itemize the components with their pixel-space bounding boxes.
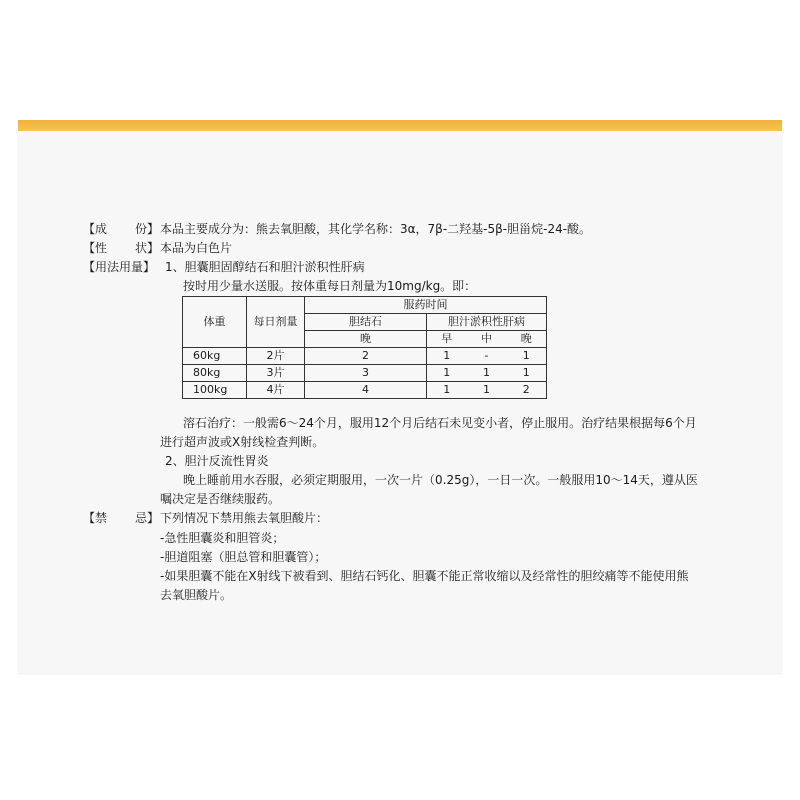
th-night: 晚 [507, 331, 547, 348]
cell-gallstone: 4 [305, 382, 427, 399]
dissolve-text-line2: 进行超声波或X射线检查判断。 [160, 435, 325, 449]
cell-daily: 4片 [247, 382, 305, 399]
th-morning: 早 [427, 331, 467, 348]
cell-morning: 1 [427, 348, 467, 365]
th-noon: 中 [467, 331, 507, 348]
contraindication-item: -胆道阻塞（胆总管和胆囊管）； [160, 550, 327, 564]
cell-noon: - [467, 348, 507, 365]
usage-label: 【用法用量】 [83, 260, 156, 274]
th-dosing-time: 服药时间 [305, 297, 547, 314]
contraindications-intro: 下列情况下禁用熊去氧胆酸片： [160, 511, 329, 525]
contraindication-item: 去氧胆酸片。 [160, 588, 233, 602]
leaflet-panel [18, 130, 782, 673]
th-cholestatic: 胆汁淤积性肝病 [427, 314, 547, 331]
usage-item2-line2: 嘱决定是否继续服药。 [160, 492, 281, 506]
contraindications-label-right: 忌】 [134, 511, 159, 525]
usage-item2-line1: 晚上睡前用水吞服，必须定期服用，一次一片（0.25g），一日一次。一般服用10～14天，遵从医 [183, 473, 698, 487]
contraindications-label-left: 【禁 [83, 511, 108, 525]
contraindication-item: -如果胆囊不能在X射线下被看到、胆结石钙化、胆囊不能正常收缩以及经常性的胆绞痛等不能使用熊 [160, 569, 689, 583]
composition-label-left: 【成 [83, 222, 108, 236]
cell-gallstone: 2 [305, 348, 427, 365]
cell-weight: 100kg [183, 382, 247, 399]
table-row [183, 365, 547, 382]
cell-daily: 2片 [247, 348, 305, 365]
appearance-label-left: 【性 [83, 241, 108, 255]
cell-noon: 1 [467, 365, 507, 382]
table-row [183, 382, 547, 399]
cell-night: 1 [507, 365, 547, 382]
cell-noon: 1 [467, 382, 507, 399]
contraindication-item: -急性胆囊炎和胆管炎； [160, 531, 285, 545]
th-gallstone: 胆结石 [305, 314, 427, 331]
dissolve-text-line1: 溶石治疗：一般需6～24个月，服用12个月后结石未见变小者，停止服用。治疗结果根据每6个月 [183, 416, 697, 430]
cell-weight: 60kg [183, 348, 247, 365]
appearance-text: 本品为白色片 [160, 241, 233, 255]
table-row [183, 348, 547, 365]
cell-gallstone: 3 [305, 365, 427, 382]
cell-night: 2 [507, 382, 547, 399]
cell-morning: 1 [427, 382, 467, 399]
appearance-label-right: 状】 [134, 241, 159, 255]
usage-item1-text: 按时用少量水送服。按体重每日剂量为10mg/kg。即： [183, 279, 477, 293]
th-gallstone-evening: 晚 [305, 331, 427, 348]
th-weight: 体重 [183, 297, 247, 348]
cell-daily: 3片 [247, 365, 305, 382]
cell-morning: 1 [427, 365, 467, 382]
cell-night: 1 [507, 348, 547, 365]
composition-label-right: 份】 [134, 222, 159, 236]
usage-item1-title: 1、胆囊胆固醇结石和胆汁淤积性肝病 [165, 260, 365, 274]
th-daily-dose: 每日剂量 [247, 297, 305, 348]
composition-text: 本品主要成分为：熊去氧胆酸，其化学名称：3α，7β-二羟基-5β-胆甾烷-24-酸。 [160, 222, 592, 236]
dosage-table [182, 296, 547, 399]
usage-item2-title: 2、胆汁反流性胃炎 [165, 454, 269, 468]
cell-weight: 80kg [183, 365, 247, 382]
